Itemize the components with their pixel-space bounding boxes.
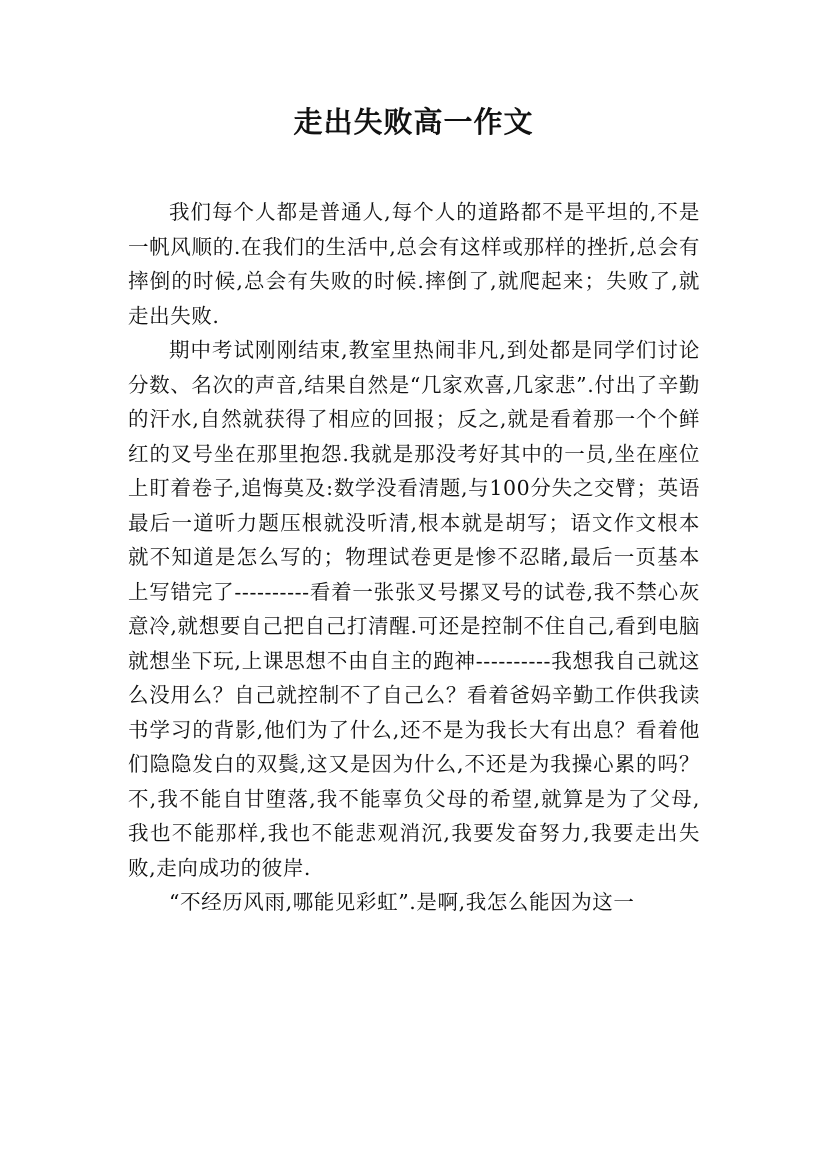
paragraph-2: 期中考试刚刚结束,教室里热闹非凡,到处都是同学们讨论分数、名次的声音,结果自然是“几家欢喜,几家悲”.付出了辛勤的汗水,自然就获得了相应的回报；反之,就是看着那一个个鲜红的叉号坐在那里抱怨.我就是那没考好其中的一员,坐在座位上盯着卷子,追悔莫及:数学没看清题,与100分失之交臂；英语最后一道听力题压根就没听清,根本就是胡写；语文作文根本就不知道是怎么写的；物理试卷更是惨不忍睹,最后一页基本上写错完了----------看着一张张叉号摞叉号的试卷,我不禁心灰意冷,就想要自己把自己打清醒.可还是控制不住自己,看到电脑就想坐下玩,上课思想不由自主的跑神----------我想我自己就这么没用么？自己就控制不了自己么？看着爸妈辛勤工作供我读书学习的背影,他们为了什么,还不是为我长大有出息？看着他们隐隐发白的双鬓,这又是因为什么,不还是为我操心累的吗？不,我不能自甘堕落,我不能辜负父母的希望,就算是为了父母,我也不能那样,我也不能悲观消沉,我要发奋努力,我要走出失败,走向成功的彼岸. <box>128 338 700 880</box>
document-body <box>128 195 700 920</box>
document-title: 走出失败高一作文 <box>293 105 534 139</box>
paragraph-1: 我们每个人都是普通人,每个人的道路都不是平坦的,不是一帆风顺的.在我们的生活中,总会有这样或那样的挫折,总会有摔倒的时候,总会有失败的时候.摔倒了,就爬起来；失败了,就走出失败. <box>128 200 700 328</box>
paragraph-3: “不经历风雨,哪能见彩虹”.是啊,我怎么能因为这一 <box>169 890 635 914</box>
